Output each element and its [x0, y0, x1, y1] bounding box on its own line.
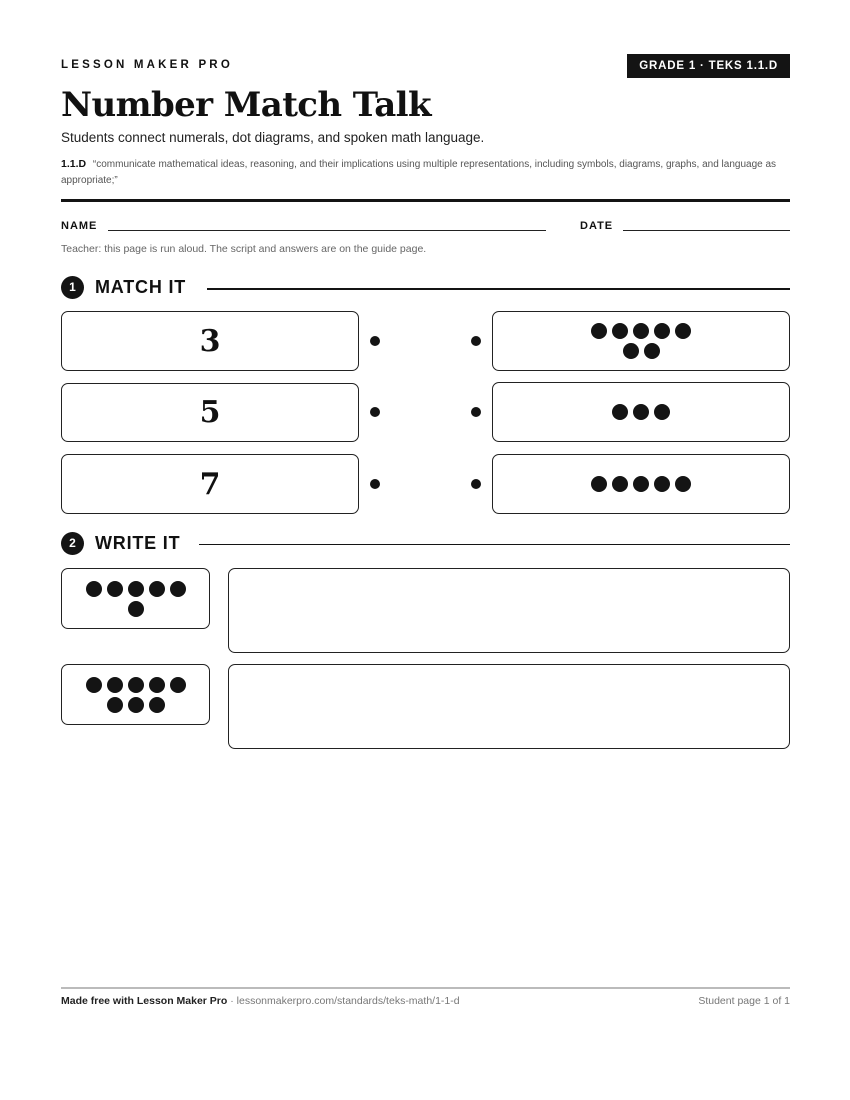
- grade-standard-badge: GRADE 1 · TEKS 1.1.D: [627, 54, 790, 78]
- standard-text: “communicate mathematical ideas, reasoning, and their implications using multiple representations, including symbols, diagrams, graphs, and language as appropriate;”: [61, 159, 777, 186]
- footer-url[interactable]: lessonmakerpro.com/standards/teks-math/1-1-d: [236, 995, 460, 1007]
- numeral-card[interactable]: 3: [61, 311, 359, 371]
- match-dot-left[interactable]: [370, 336, 380, 346]
- counter-dot: [149, 697, 165, 713]
- counter-dot: [170, 581, 186, 597]
- date-field[interactable]: [623, 230, 790, 231]
- answer-box[interactable]: [228, 568, 790, 653]
- counter-dot: [170, 677, 186, 693]
- dot-row: [107, 697, 165, 713]
- standard-code: 1.1.D: [61, 158, 87, 170]
- section-title: MATCH IT: [95, 277, 187, 297]
- dot-row: [591, 323, 691, 339]
- section-write-it-header: [61, 532, 790, 556]
- counter-dot: [633, 476, 649, 492]
- counter-dot: [128, 581, 144, 597]
- answer-box[interactable]: [228, 664, 790, 749]
- dot-row: [612, 404, 670, 420]
- numeral-card[interactable]: 7: [61, 454, 359, 514]
- counter-dot: [654, 323, 670, 339]
- match-dot-right[interactable]: [471, 479, 481, 489]
- section-match-it-header: [61, 276, 790, 300]
- match-dot-left[interactable]: [370, 479, 380, 489]
- section-rule: [199, 544, 790, 545]
- counter-dot: [86, 677, 102, 693]
- dot-row: [86, 581, 186, 597]
- standard-description: [61, 156, 790, 189]
- counter-dot: [623, 343, 639, 359]
- counter-dot: [107, 697, 123, 713]
- dot-row: [86, 677, 186, 693]
- counter-dot: [633, 404, 649, 420]
- page-title: Number Match Talk: [61, 85, 431, 125]
- footer-separator: ·: [227, 995, 237, 1007]
- section-number-badge: 1: [61, 276, 84, 299]
- counter-dot: [107, 677, 123, 693]
- section-number-badge: 2: [61, 532, 84, 555]
- dot-diagram-card: [61, 664, 210, 725]
- counter-dot: [654, 404, 670, 420]
- dot-row: [128, 601, 144, 617]
- dot-diagram-card[interactable]: [492, 382, 790, 442]
- section-rule: [207, 288, 790, 290]
- counter-dot: [128, 697, 144, 713]
- date-label: DATE: [580, 220, 614, 232]
- dot-diagram-card[interactable]: [492, 311, 790, 371]
- brand-name: LESSON MAKER PRO: [61, 59, 233, 71]
- footer-page-number: Student page 1 of 1: [698, 995, 790, 1007]
- page-subtitle: Students connect numerals, dot diagrams, and spoken math language.: [61, 130, 485, 145]
- counter-dot: [591, 476, 607, 492]
- counter-dot: [654, 476, 670, 492]
- counter-dot: [128, 601, 144, 617]
- counter-dot: [675, 476, 691, 492]
- counter-dot: [128, 677, 144, 693]
- footer-credit: [61, 995, 460, 1007]
- footer-divider: [61, 987, 790, 989]
- counter-dot: [633, 323, 649, 339]
- counter-dot: [612, 404, 628, 420]
- dot-diagram-card[interactable]: [492, 454, 790, 514]
- header-divider: [61, 199, 790, 202]
- counter-dot: [612, 476, 628, 492]
- section-title: WRITE IT: [95, 533, 181, 553]
- counter-dot: [149, 677, 165, 693]
- name-field[interactable]: [108, 230, 546, 231]
- dot-row: [591, 476, 691, 492]
- counter-dot: [591, 323, 607, 339]
- teacher-note: Teacher: this page is run aloud. The script and answers are on the guide page.: [61, 243, 427, 255]
- counter-dot: [86, 581, 102, 597]
- dot-row: [623, 343, 660, 359]
- match-dot-left[interactable]: [370, 407, 380, 417]
- match-dot-right[interactable]: [471, 407, 481, 417]
- counter-dot: [107, 581, 123, 597]
- counter-dot: [149, 581, 165, 597]
- match-dot-right[interactable]: [471, 336, 481, 346]
- counter-dot: [612, 323, 628, 339]
- counter-dot: [644, 343, 660, 359]
- numeral-card[interactable]: 5: [61, 383, 359, 442]
- counter-dot: [675, 323, 691, 339]
- footer-made-with: Made free with Lesson Maker Pro: [61, 995, 228, 1007]
- dot-diagram-card: [61, 568, 210, 629]
- worksheet-page: [61, 0, 790, 1100]
- name-label: NAME: [61, 220, 98, 232]
